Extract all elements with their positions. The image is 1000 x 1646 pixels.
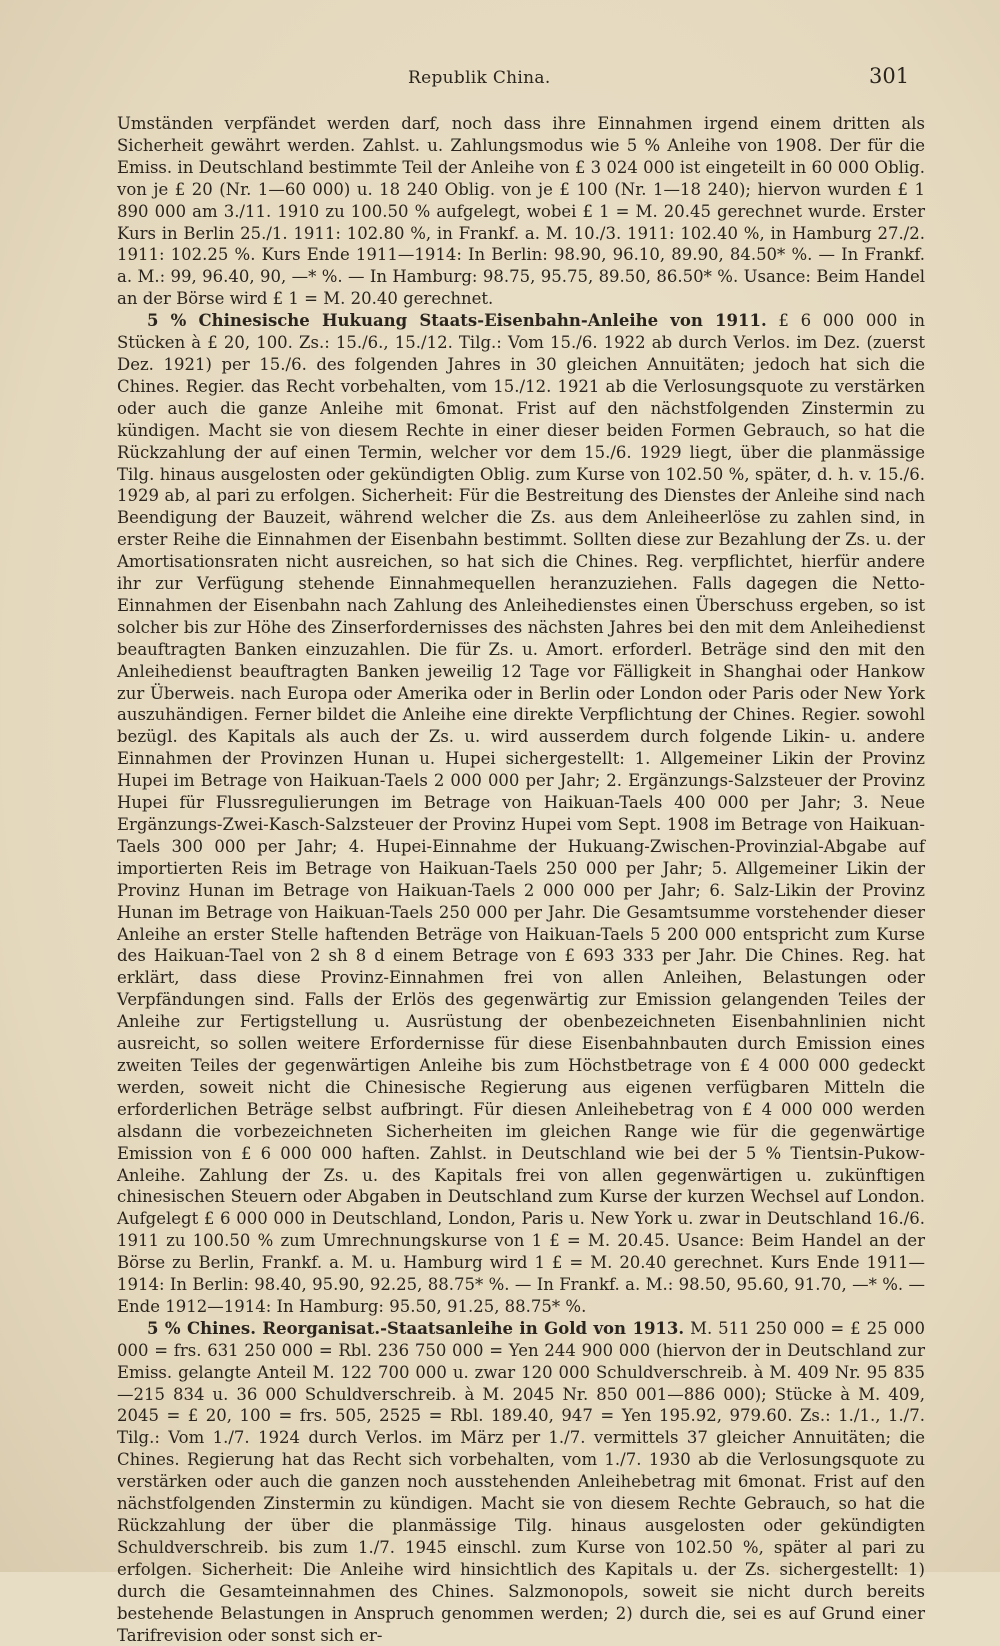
page-number: 301 xyxy=(869,64,910,88)
page-header xyxy=(0,64,1000,98)
body-text xyxy=(117,113,925,1646)
paragraph-text: £ 6 000 000 in Stücken à £ 20, 100. Zs.: 15./6., 15./12. Tilg.: Vom 15./6. 1922 ab durch Verlos. im Dez. (zuerst Dez. 1921) per 15./6. des folgenden Jahres in 30 gleichen Annuitäten; jedoch hat sich die Chines. Regier. das Recht vorbehalten, vom 15./12. 1921 ab die Verlosungsquote zu verstärken oder auch die ganze Anleihe mit 6monat. Frist auf den nächstfolgenden Zinstermin zu kündigen. Macht sie von diesem Rechte in einer dieser beiden Formen Gebrauch, so hat die Rückzahlung der auf einen Termin, welcher vor dem 15./6. 1929 liegt, über die planmässige Tilg. hinaus ausgelosten oder gekündigten Oblig. zum Kurse von 102.50 %, später, d. h. v. 15./6. 1929 ab, al pari zu erfolgen. Sicherheit: Für die Bestreitung des Dienstes der Anleihe sind nach Beendigung der Bauzeit, während welcher die Zs. aus dem Anleiheerlöse zu zahlen sind, in erster Reihe die Einnahmen der Eisenbahn bestimmt. Sollten diese zur Bezahlung der Zs. u. der Amortisationsraten nicht ausreichen, so hat sich die Chines. Reg. verpflichtet, hierfür andere ihr zur Verfügung stehende Einnahmequellen heranzuziehen. Falls dagegen die Netto-Einnahmen der Eisenbahn nach Zahlung des Anleihedienstes einen Überschuss ergeben, so ist solcher bis zur Höhe des Zinserfordernisses des nächsten Jahres bei den mit dem Anleihedienst beauftragten Banken einzuzahlen. Die für Zs. u. Amort. erforderl. Beträge sind den mit den Anleihedienst beauftragten Banken jeweilig 12 Tage vor Fälligkeit in Shanghai oder Hankow zur Überweis. nach Europa oder Amerika oder in Berlin oder London oder Paris oder New York auszuhändigen. Ferner bildet die Anleihe eine direkte Verpflichtung der Chines. Regier. sowohl bezügl. des Kapitals als auch der Zs. u. wird ausserdem durch folgende Likin- u. andere Einnahmen der Provinzen Hunan u. Hupei sichergestellt: 1. Allgemeiner Likin der Provinz Hupei im Betrage von Haikuan-Taels 2 000 000 per Jahr; 2. Ergänzungs-Salzsteuer der Provinz Hupei für Flussregulierungen im Betrage von Haikuan-Taels 400 000 per Jahr; 3. Neue Ergänzungs-Zwei-Kasch-Salzsteuer der Provinz Hupei vom Sept. 1908 im Betrage von Haikuan-Taels 300 000 per Jahr; 4. Hupei-Einnahme der Hukuang-Zwischen-Provinzial-Abgabe auf importierten Reis im Betrage von Haikuan-Taels 250 000 per Jahr; 5. Allgemeiner Likin der Provinz Hunan im Betrage von Haikuan-Taels 2 000 000 per Jahr; 6. Salz-Likin der Provinz Hunan im Betrage von Haikuan-Taels 250 000 per Jahr. Die Gesamtsumme vorstehender dieser Anleihe an erster Stelle haftenden Beträge von Haikuan-Taels 5 200 000 entspricht zum Kurse des Haikuan-Tael von 2 sh 8 d einem Betrage von £ 693 333 per Jahr. Die Chines. Reg. hat erklärt, dass diese Provinz-Einnahmen frei von allen Anleihen, Belastungen oder Verpfändungen sind. Falls der Erlös des gegenwärtig zur Emission gelangenden Teiles der Anleihe zur Fertigstellung u. Ausrüstung der obenbezeichneten Eisenbahnlinien nicht ausreicht, so sollen weitere Erfordernisse für diese Eisenbahnbauten durch Emission eines zweiten Teiles der gegenwärtigen Anleihe bis zum Höchstbetrage von £ 4 000 000 gedeckt werden, soweit nicht die Chinesische Regierung aus eigenen verfügbaren Mitteln die erforderlichen Beträge selbst aufbringt. Für diesen Anleihebetrag von £ 4 000 000 werden alsdann die vorbezeichneten Sicherheiten im gleichen Range wie für die gegenwärtige Emission von £ 6 000 000 haften. Zahlst. in Deutschland wie bei der 5 % Tientsin-Pukow-Anleihe. Zahlung der Zs. u. des Kapitals frei von allen gegenwärtigen u. zukünftigen chinesischen Steuern oder Abgaben in Deutschland zum Kurse der kurzen Wechsel auf London. Aufgelegt £ 6 000 000 in Deutschland, London, Paris u. New York u. zwar in Deutschland 16./6. 1911 zu 100.50 % zum Umrechnungskurse von 1 £ = M. 20.45. Usance: Beim Handel an der Börse zu Berlin, Frankf. a. M. u. Hamburg wird 1 £ = M. 20.40 gerechnet. Kurs Ende 1911—1914: In Berlin: 98.40, 95.90, 92.25, 88.75* %. — In Frankf. a. M.: 98.50, 95.60, 91.70, —* %. — Ende 1912—1914: In Hamburg: 95.50, 91.25, 88.75* %. xyxy=(117,311,925,1316)
paragraph-continuation xyxy=(117,113,925,310)
bond-title: 5 % Chinesische Hukuang Staats-Eisenbahn-Anleihe von 1911. xyxy=(147,311,767,331)
paragraph-reorganisation-loan xyxy=(117,1318,925,1646)
paragraph-text: M. 511 250 000 = £ 25 000 000 = frs. 631 250 000 = Rbl. 236 750 000 = Yen 244 900 000 (hiervon der in Deutschland zur Emiss. gelangte Anteil M. 122 700 000 u. zwar 120 000 Schuldverschreib. à M. 409 Nr. 95 835—215 834 u. 36 000 Schuldverschreib. à M. 2045 Nr. 850 001—886 000); Stücke à M. 409, 2045 = £ 20, 100 = frs. 505, 2525 = Rbl. 189.40, 947 = Yen 195.92, 979.60. Zs.: 1./1., 1./7. Tilg.: Vom 1./7. 1924 durch Verlos. im März per 1./7. vermittels 37 gleicher Annuitäten; die Chines. Regierung hat das Recht sich vorbehalten, vom 1./7. 1930 ab die Verlosungsquote zu verstärken oder auch die ganzen noch ausstehenden Anleihebetrag mit 6monat. Frist auf den nächstfolgenden Zinstermin zu kündigen. Macht sie von diesem Rechte Gebrauch, so hat die Rückzahlung der über die planmässige Tilg. hinaus ausgelosten oder gekündigten Schuldverschreib. bis zum 1./7. 1945 einschl. zum Kurse von 102.50 %, später al pari zu erfolgen. Sicherheit: Die Anleihe wird hinsichtlich des Kapitals u. der Zs. sichergestellt: 1) durch die Gesamteinnahmen des Chines. Salzmonopols, soweit sie nicht durch bereits bestehende Belastungen in Anspruch genommen werden; 2) durch die, sei es auf Grund einer Tarifrevision oder sonst sich er- xyxy=(117,1318,926,1645)
paragraph-text: Umständen verpfändet werden darf, noch dass ihre Einnahmen irgend einem dritten als Sicherheit gewährt werden. Zahlst. u. Zahlungsmodus wie 5 % Anleihe von 1908. Der für die Emiss. in Deutschland bestimmte Teil der Anleihe von £ 3 024 000 ist eingeteilt in 60 000 Oblig. von je £ 20 (Nr. 1—60 000) u. 18 240 Oblig. von je £ 100 (Nr. 1—18 240); hiervon wurden £ 1 890 000 am 3./11. 1910 zu 100.50 % aufgelegt, wobei £ 1 = M. 20.45 gerechnet wurde. Erster Kurs in Berlin 25./1. 1911: 102.80 %, in Frankf. a. M. 10./3. 1911: 102.40 %, in Hamburg 27./2. 1911: 102.25 %. Kurs Ende 1911—1914: In Berlin: 98.90, 96.10, 89.90, 84.50* %. — In Frankf. a. M.: 99, 96.40, 90, —* %. — In Hamburg: 98.75, 95.75, 89.50, 86.50* %. Usance: Beim Handel an der Börse wird £ 1 = M. 20.40 gerechnet. xyxy=(117,114,925,309)
bond-title: 5 % Chines. Reorganisat.-Staatsanleihe in Gold von 1913. xyxy=(147,1318,685,1338)
running-title: Republik China. xyxy=(408,68,551,88)
paragraph-hukuang-loan xyxy=(117,310,925,1318)
